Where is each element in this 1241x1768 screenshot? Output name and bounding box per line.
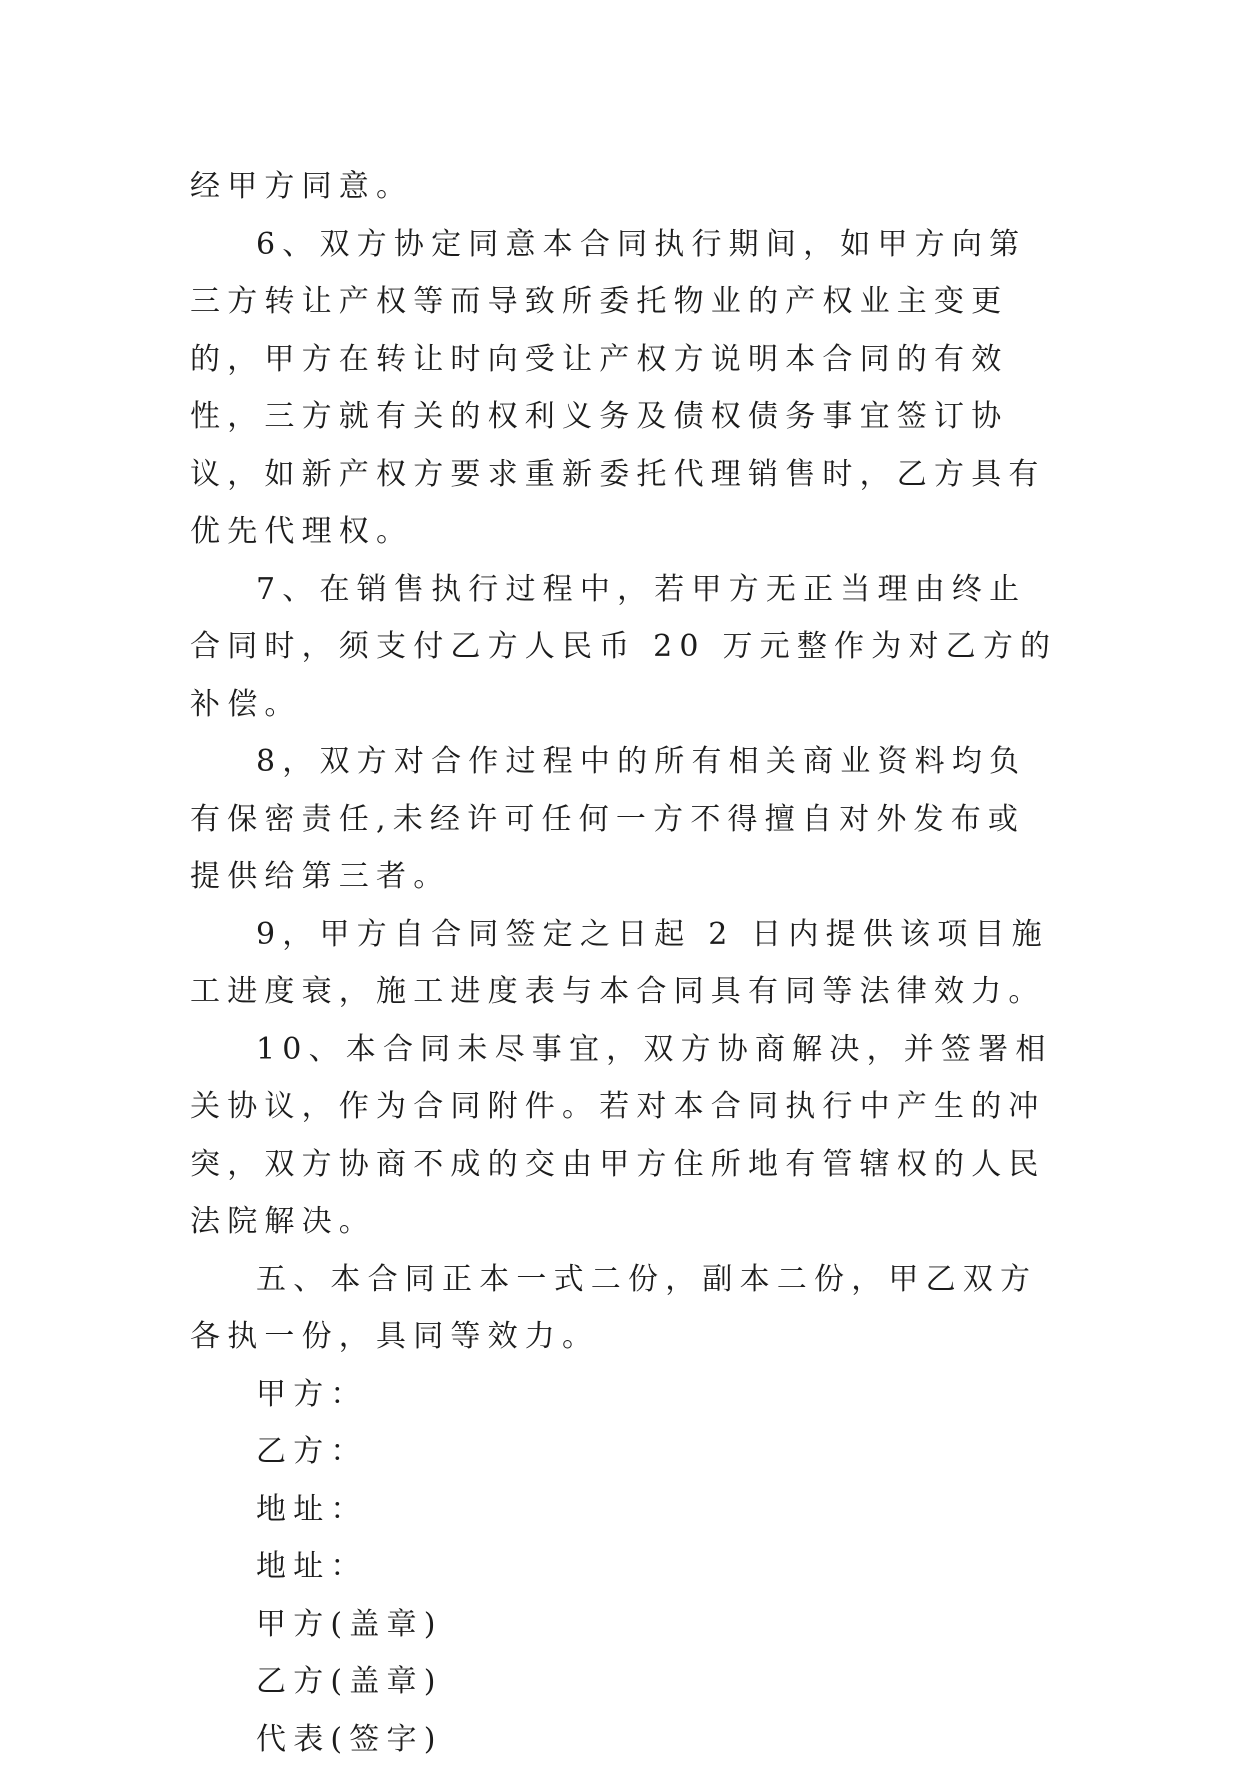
address-label-a: 地址： (190, 1481, 1060, 1539)
clause-7: 7、在销售执行过程中，若甲方无正当理由终止合同时，须支付乙方人民币 20 万元整作为对乙方的补偿。 (190, 561, 1060, 734)
clause-9: 9，甲方自合同签定之日起 2 日内提供该项目施工进度衰，施工进度表与本合同具有同等法律效力。 (190, 906, 1060, 1021)
party-b-seal-label: 乙方(盖章) (190, 1653, 1060, 1711)
party-a-label: 甲方： (190, 1366, 1060, 1424)
paragraph-consent-end: 经甲方同意。 (190, 158, 1060, 216)
clause-6: 6、双方协定同意本合同执行期间，如甲方向第三方转让产权等而导致所委托物业的产权业主变更的，甲方在转让时向受让产权方说明本合同的有效性，三方就有关的权利义务及债权债务事宜签订协议，如新产权方要求重新委托代理销售时，乙方具有优先代理权。 (190, 216, 1060, 561)
clause-10: 10、本合同未尽事宜，双方协商解决，并签署相关协议，作为合同附件。若对本合同执行中产生的冲突，双方协商不成的交由甲方住所地有管辖权的人民法院解决。 (190, 1021, 1060, 1251)
party-b-label: 乙方： (190, 1423, 1060, 1481)
section-5-copies: 五、本合同正本一式二份，副本二份，甲乙双方各执一份，具同等效力。 (190, 1251, 1060, 1366)
document-body (190, 158, 1060, 1768)
representative-signature-label: 代表(签字) (190, 1711, 1060, 1768)
signature-block (190, 1366, 1060, 1768)
party-a-seal-label: 甲方(盖章) (190, 1596, 1060, 1654)
clause-8: 8，双方对合作过程中的所有相关商业资料均负有保密责任,未经许可任何一方不得擅自对外发布或提供给第三者。 (190, 733, 1060, 906)
address-label-b: 地址： (190, 1538, 1060, 1596)
